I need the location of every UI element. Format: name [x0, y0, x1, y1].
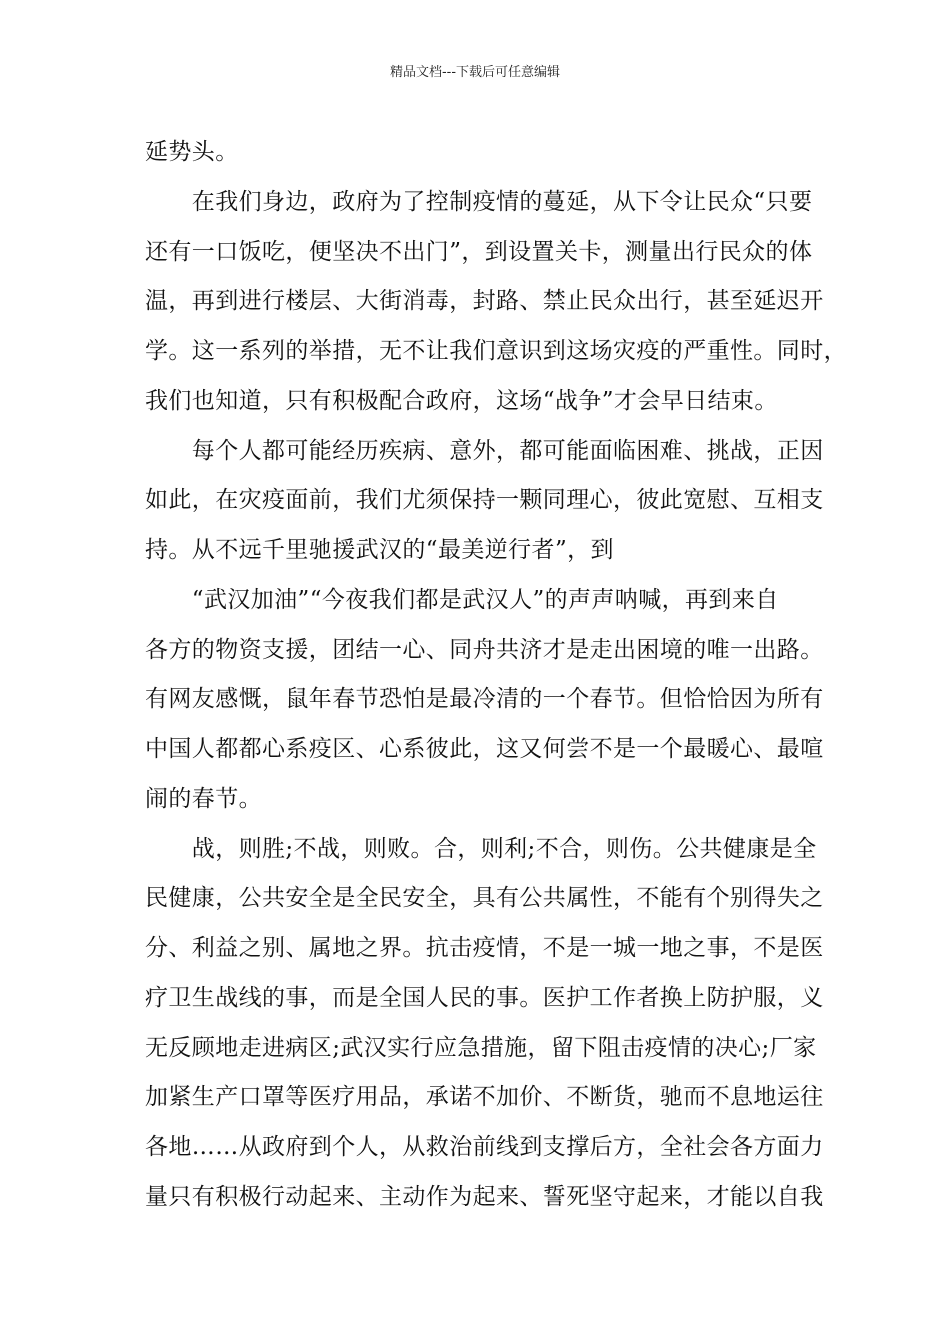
text-line: 每个人都可能经历疾病、意外，都可能面临困难、挑战，正因	[145, 437, 824, 464]
text-line: 疗卫生战线的事，而是全国人民的事。医护工作者换上防护服，义	[145, 984, 824, 1011]
text-line: 量只有积极行动起来、主动作为起来、誓死坚守起来，才能以自我	[145, 1183, 824, 1210]
text-line: “武汉加油”“今夜我们都是武汉人”的声声呐喊，再到来自	[145, 586, 779, 613]
text-line: 我们也知道，只有积极配合政府，这场“战争”才会早日结束。	[145, 387, 778, 414]
text-line: 温，再到进行楼层、大街消毒，封路、禁止民众出行，甚至延迟开	[145, 288, 824, 315]
text-line: 分、利益之别、属地之界。抗击疫情，不是一城一地之事，不是医	[145, 935, 824, 961]
text-line: 中国人都都心系疫区、心系彼此，这又何尝不是一个最暖心、最喧	[145, 736, 824, 762]
text-line: 持。从不远千里驰援武汉的“最美逆行者”，到	[145, 537, 614, 563]
text-line: 各地……从政府到个人，从救治前线到支撑后方，全社会各方面力	[145, 1134, 824, 1160]
text-line: 在我们身边，政府为了控制疫情的蔓延，从下令让民众“只要	[145, 188, 813, 215]
text-line: 战，则胜;不战，则败。合，则利;不合，则伤。公共健康是全	[145, 835, 817, 862]
text-line: 如此，在灾疫面前，我们尤须保持一颗同理心，彼此宽慰、互相支	[145, 487, 824, 514]
page-header: 精品文档---下载后可任意编辑	[389, 65, 561, 80]
text-line: 加紧生产口罩等医疗用品，承诺不加价、不断货，驰而不息地运往	[145, 1084, 824, 1111]
text-line: 有网友感慨，鼠年春节恐怕是最冷清的一个春节。但恰恰因为所有	[145, 686, 824, 713]
text-line: 无反顾地走进病区;武汉实行应急措施，留下阻击疫情的决心;厂家	[145, 1034, 817, 1061]
document-body	[145, 128, 847, 1223]
text-line: 还有一口饭吃，便坚决不出门”，到设置关卡，测量出行民众的体	[145, 238, 813, 265]
text-line: 民健康，公共安全是全民安全，具有公共属性，不能有个别得失之	[145, 885, 824, 912]
text-line: 延势头。	[145, 139, 239, 165]
text-line: 各方的物资支援，团结一心、同舟共济才是走出困境的唯一出路。	[145, 636, 824, 663]
text-line: 闹的春节。	[145, 785, 262, 812]
text-line: 学。这一系列的举措，无不让我们意识到这场灾疫的严重性。同时，	[145, 338, 847, 364]
